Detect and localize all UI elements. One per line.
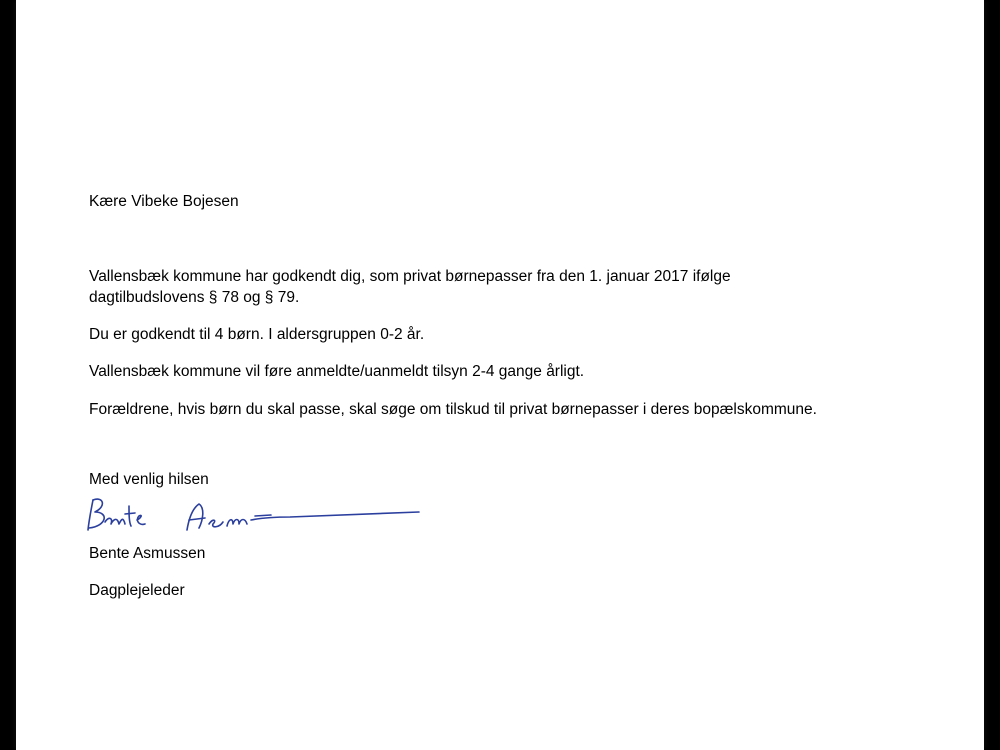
signer-title: Dagplejeleder <box>89 582 185 599</box>
paragraph-3: Vallensbæk kommune vil føre anmeldte/uanmeldt tilsyn 2-4 gange årligt. <box>89 363 585 380</box>
handwritten-signature <box>85 490 425 538</box>
paragraph-4: Forældrene, hvis børn du skal passe, skal søge om tilskud til privat børnepasser i deres bopælskommune. <box>89 401 817 418</box>
closing: Med venlig hilsen <box>89 471 209 488</box>
paragraph-1-line-1: Vallensbæk kommune har godkendt dig, som privat børnepasser fra den 1. januar 2017 ifølge <box>89 268 731 285</box>
signer-name: Bente Asmussen <box>89 545 206 562</box>
salutation: Kære Vibeke Bojesen <box>89 193 239 210</box>
paragraph-2: Du er godkendt til 4 børn. I aldersgruppen 0-2 år. <box>89 326 425 343</box>
paragraph-1-line-2: dagtilbudslovens § 78 og § 79. <box>89 289 300 306</box>
document-page <box>16 0 984 750</box>
